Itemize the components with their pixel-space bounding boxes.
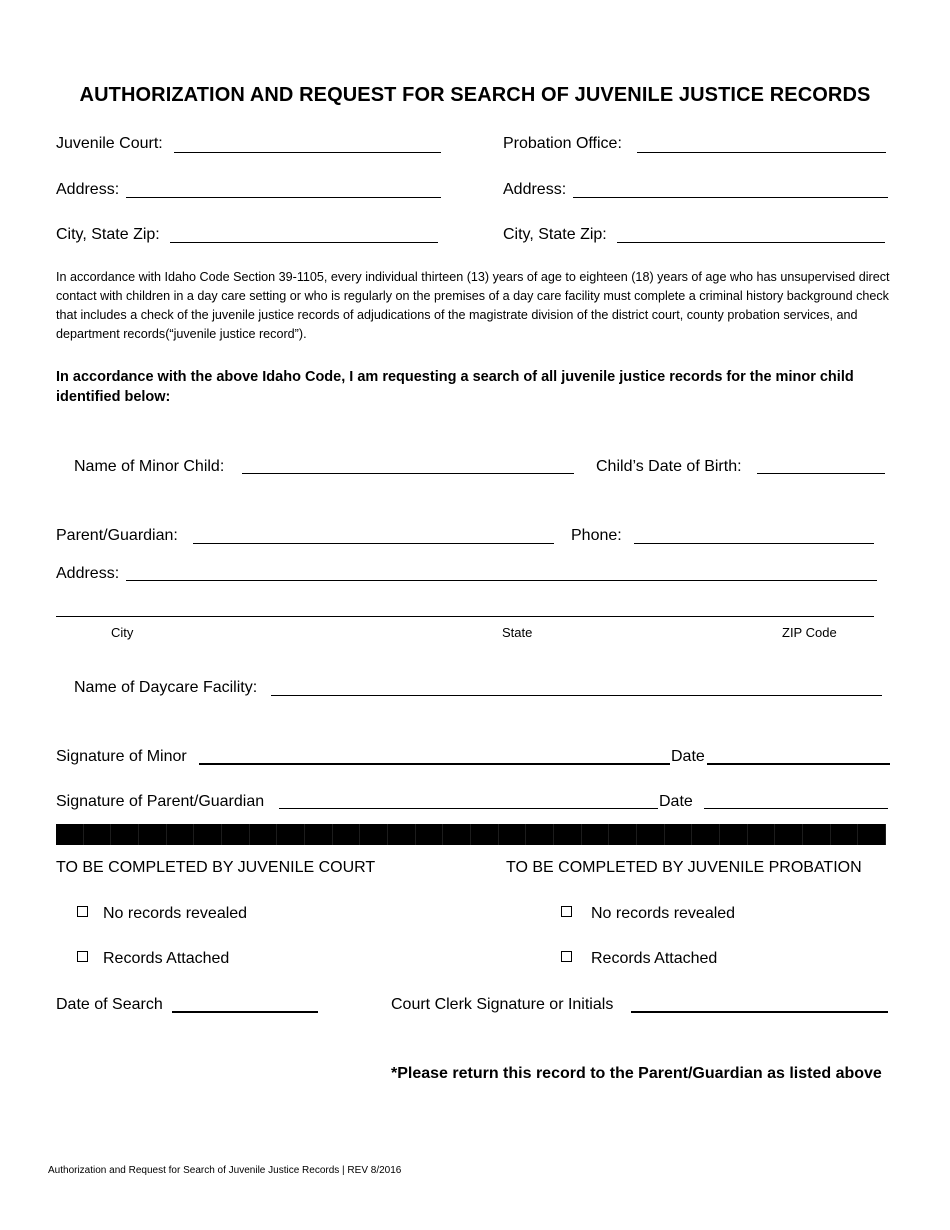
minor-date-field[interactable] bbox=[707, 763, 890, 765]
probation-office-label: Probation Office: bbox=[503, 135, 622, 152]
child-address-field[interactable] bbox=[126, 580, 877, 581]
probation-city-state-zip-label: City, State Zip: bbox=[503, 226, 607, 243]
parent-guardian-label: Parent/Guardian: bbox=[56, 527, 178, 544]
parent-guardian-field[interactable] bbox=[193, 543, 554, 544]
date-of-search-field[interactable] bbox=[172, 1011, 318, 1013]
minor-name-field[interactable] bbox=[242, 473, 574, 474]
intro-paragraph: In accordance with Idaho Code Section 39-1105, every individual thirteen (13) years of age to eighteen (18) years of age who has unsupervised direct contact with children in a day care setting or who is regularly on the premises of a day care facility must complete a criminal history background check that includes a check of the juvenile justice records of adjudications of the magistrate division of the district court, county probation services, and department records(“juvenile justice record”). bbox=[56, 270, 890, 341]
parent-signature-field[interactable] bbox=[279, 808, 658, 809]
form-title: AUTHORIZATION AND REQUEST FOR SEARCH OF JUVENILE JUSTICE RECORDS bbox=[79, 84, 871, 106]
parent-date-field[interactable] bbox=[704, 808, 888, 809]
probation-city-state-zip-field[interactable] bbox=[617, 242, 885, 243]
daycare-field[interactable] bbox=[271, 695, 882, 696]
child-address-label: Address: bbox=[56, 565, 120, 582]
probation-records-attached-label: Records Attached bbox=[591, 950, 718, 967]
court-records-attached-checkbox[interactable] bbox=[77, 951, 88, 962]
clerk-signature-label: Court Clerk Signature or Initials bbox=[391, 996, 614, 1013]
probation-address-field[interactable] bbox=[573, 197, 888, 198]
minor-name-label: Name of Minor Child: bbox=[74, 458, 225, 475]
court-records-attached-label: Records Attached bbox=[103, 950, 230, 967]
minor-date-label: Date bbox=[671, 748, 705, 765]
probation-office-field[interactable] bbox=[637, 152, 886, 153]
probation-records-attached-checkbox[interactable] bbox=[561, 951, 572, 962]
date-of-search-label: Date of Search bbox=[56, 996, 163, 1013]
court-city-state-zip-label: City, State Zip: bbox=[56, 226, 160, 243]
city-caption: City bbox=[111, 625, 134, 640]
clerk-signature-field[interactable] bbox=[631, 1011, 888, 1013]
probation-section-heading: TO BE COMPLETED BY JUVENILE PROBATION bbox=[506, 859, 862, 876]
probation-address-label: Address: bbox=[503, 181, 567, 198]
phone-field[interactable] bbox=[634, 543, 874, 544]
court-no-records-checkbox[interactable] bbox=[77, 906, 88, 917]
court-no-records-label: No records revealed bbox=[103, 905, 248, 922]
court-address-label: Address: bbox=[56, 181, 120, 198]
phone-label: Phone: bbox=[571, 527, 622, 544]
parent-date-label: Date bbox=[659, 793, 693, 810]
court-city-state-zip-field[interactable] bbox=[170, 242, 438, 243]
parent-signature-label: Signature of Parent/Guardian bbox=[56, 793, 265, 810]
minor-signature-field[interactable] bbox=[199, 763, 670, 765]
probation-no-records-checkbox[interactable] bbox=[561, 906, 572, 917]
dob-label: Child’s Date of Birth: bbox=[596, 458, 742, 475]
return-note: *Please return this record to the Parent/Guardian as listed above bbox=[391, 1065, 882, 1082]
probation-no-records-label: No records revealed bbox=[591, 905, 736, 922]
court-section-heading: TO BE COMPLETED BY JUVENILE COURT bbox=[56, 859, 376, 876]
section-divider-bar bbox=[56, 824, 886, 845]
footer-revision: Authorization and Request for Search of Juvenile Justice Records | REV 8/2016 bbox=[48, 1165, 402, 1176]
court-address-field[interactable] bbox=[126, 197, 441, 198]
daycare-label: Name of Daycare Facility: bbox=[74, 679, 258, 696]
city-state-zip-line[interactable] bbox=[56, 616, 874, 617]
juvenile-court-label: Juvenile Court: bbox=[56, 135, 163, 152]
minor-signature-label: Signature of Minor bbox=[56, 748, 187, 765]
zip-caption: ZIP Code bbox=[782, 625, 837, 640]
juvenile-court-field[interactable] bbox=[174, 152, 441, 153]
request-statement: In accordance with the above Idaho Code, I am requesting a search of all juvenile justice records for the minor child identified below: bbox=[56, 369, 854, 405]
state-caption: State bbox=[502, 625, 533, 640]
dob-field[interactable] bbox=[757, 473, 885, 474]
